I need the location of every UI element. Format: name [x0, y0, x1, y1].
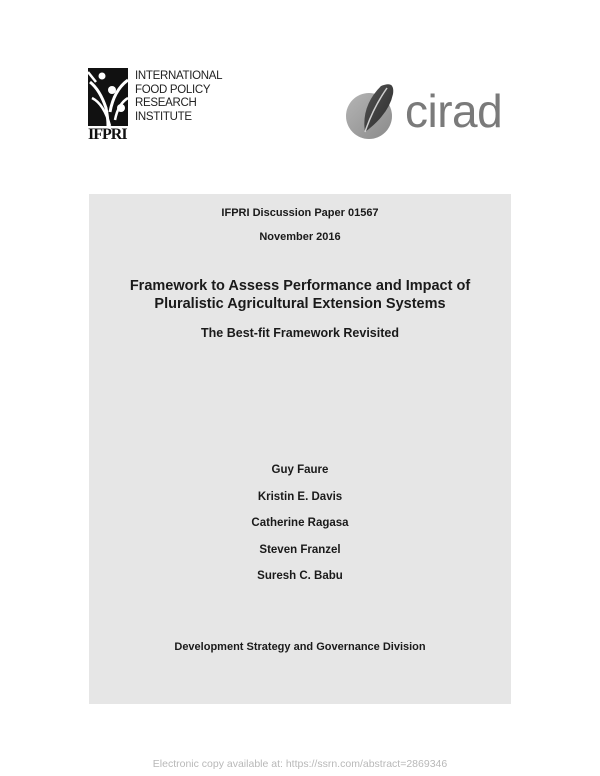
ifpri-name-line: FOOD POLICY	[135, 83, 211, 96]
author: Guy Faure	[271, 464, 329, 476]
author: Kristin E. Davis	[257, 491, 343, 503]
cirad-leaf-icon	[343, 78, 403, 142]
title-line: Pluralistic Agricultural Extension Systems	[154, 296, 446, 312]
ifpri-name-line: INTERNATIONAL	[135, 70, 223, 82]
author: Suresh C. Babu	[257, 570, 343, 582]
author: Catherine Ragasa	[251, 517, 349, 529]
author: Steven Franzel	[259, 544, 341, 556]
paper-series-number: IFPRI Discussion Paper 01567	[221, 207, 379, 219]
division-name: Development Strategy and Governance Division	[174, 641, 426, 653]
publication-date: November 2016	[259, 231, 341, 243]
ifpri-name-line: RESEARCH	[135, 97, 197, 109]
ifpri-plant-icon	[88, 68, 128, 126]
cover-panel	[89, 194, 511, 704]
ssrn-footer-link[interactable]: Electronic copy available at: https://ssrn.com/abstract=2869346	[152, 758, 448, 770]
cirad-logo	[343, 78, 518, 142]
ifpri-name-line: INSTITUTE	[135, 110, 192, 123]
cirad-wordmark: cirad	[405, 85, 503, 137]
ifpri-acronym: IFPRI	[88, 126, 127, 143]
ifpri-logo	[88, 68, 238, 144]
title-line: Framework to Assess Performance and Impact of	[129, 278, 471, 294]
ifpri-full-name	[135, 70, 222, 124]
paper-title	[89, 277, 511, 313]
paper-subtitle: The Best-fit Framework Revisited	[201, 326, 399, 340]
